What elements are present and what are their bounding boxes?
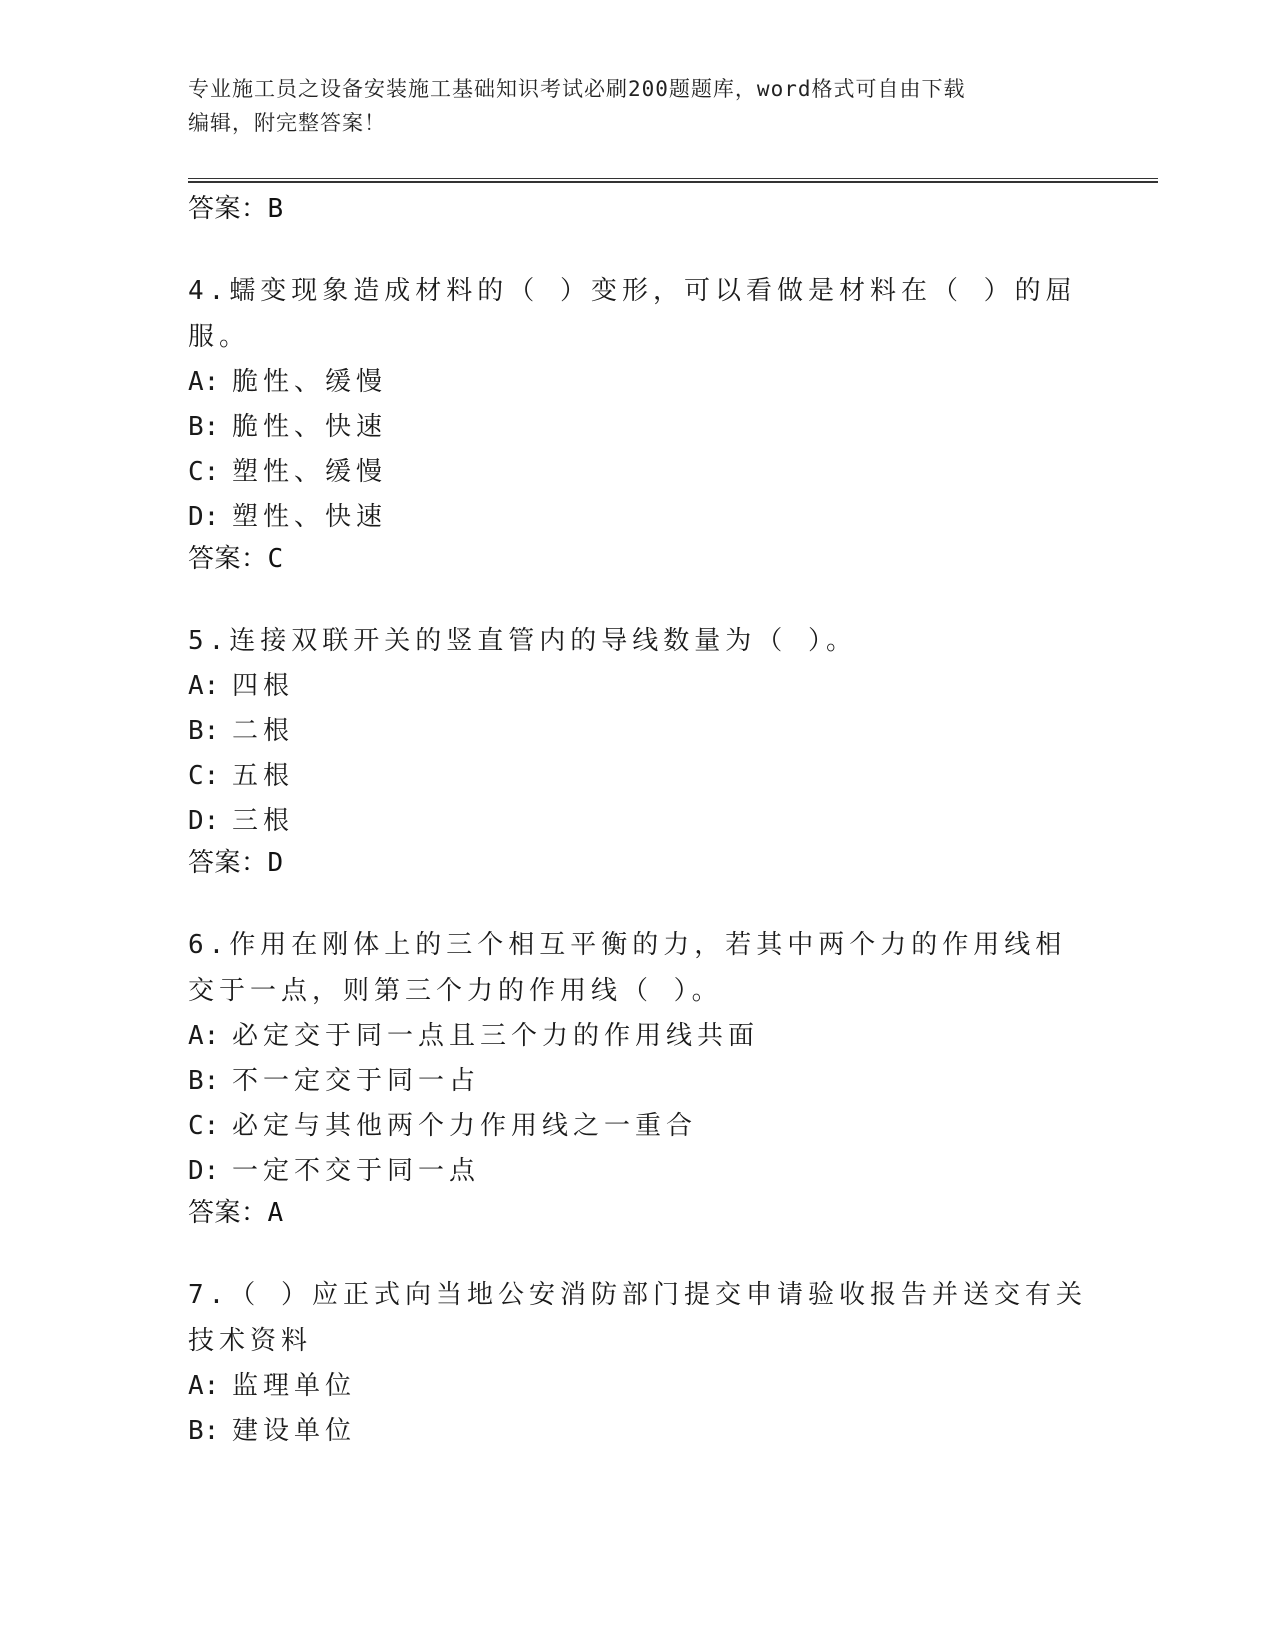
question-stem: 7.（ ）应正式向当地公安消防部门提交申请验收报告并送交有关技术资料	[188, 1280, 1087, 1356]
option-letter: D:	[188, 1156, 220, 1186]
option-c	[188, 450, 1088, 495]
option-letter: D:	[188, 806, 220, 836]
question-6	[188, 922, 1088, 1230]
answer-label: 答案：A	[188, 1198, 284, 1228]
option-a	[188, 360, 1088, 405]
option-a	[188, 1364, 1088, 1409]
question-7	[188, 1272, 1088, 1454]
option-text: 监理单位	[232, 1371, 357, 1401]
question-5	[188, 618, 1088, 880]
option-letter: B:	[188, 716, 220, 746]
document-header	[188, 72, 1088, 140]
option-letter: A:	[188, 671, 220, 701]
option-text: 建设单位	[232, 1416, 357, 1446]
option-text: 必定与其他两个力作用线之一重合	[232, 1111, 698, 1141]
option-text: 一定不交于同一点	[232, 1156, 481, 1186]
option-letter: B:	[188, 412, 220, 442]
option-c	[188, 754, 1088, 799]
option-text: 塑性、快速	[232, 502, 388, 532]
option-text: 必定交于同一点且三个力的作用线共面	[232, 1021, 760, 1051]
option-b	[188, 1059, 1088, 1104]
option-d	[188, 1149, 1088, 1194]
option-a	[188, 1014, 1088, 1059]
header-title-line-1: 专业施工员之设备安装施工基础知识考试必刷200题题库，word格式可自由下载	[188, 77, 966, 101]
question-stem: 5.连接双联开关的竖直管内的导线数量为（ ）。	[188, 626, 857, 656]
answer-label: 答案：C	[188, 544, 284, 574]
option-text: 四根	[232, 671, 295, 701]
option-c	[188, 1104, 1088, 1149]
option-b	[188, 405, 1088, 450]
header-divider	[188, 178, 1158, 183]
option-letter: D:	[188, 502, 220, 532]
answer-label: 答案：D	[188, 848, 284, 878]
option-b	[188, 709, 1088, 754]
option-text: 脆性、缓慢	[232, 367, 388, 397]
question-list	[188, 192, 1088, 1454]
option-letter: C:	[188, 457, 220, 487]
option-b	[188, 1409, 1088, 1454]
option-letter: B:	[188, 1066, 220, 1096]
option-text: 脆性、快速	[232, 412, 388, 442]
option-letter: C:	[188, 1111, 220, 1141]
option-text: 不一定交于同一占	[232, 1066, 481, 1096]
option-d	[188, 495, 1088, 540]
option-text: 二根	[232, 716, 295, 746]
option-text: 塑性、缓慢	[232, 457, 388, 487]
option-letter: A:	[188, 1371, 220, 1401]
option-letter: A:	[188, 367, 220, 397]
question-stem: 6.作用在刚体上的三个相互平衡的力，若其中两个力的作用线相交于一点，则第三个力的作用线（ ）。	[188, 930, 1067, 1006]
option-letter: B:	[188, 1416, 220, 1446]
question-4	[188, 268, 1088, 576]
option-text: 五根	[232, 761, 295, 791]
question-stem: 4.蠕变现象造成材料的（ ）变形，可以看做是材料在（ ）的屈服。	[188, 276, 1077, 352]
option-d	[188, 799, 1088, 844]
option-a	[188, 664, 1088, 709]
option-text: 三根	[232, 806, 295, 836]
option-letter: A:	[188, 1021, 220, 1051]
previous-answer: 答案：B	[188, 194, 284, 224]
option-letter: C:	[188, 761, 220, 791]
header-title-line-2: 编辑，附完整答案！	[188, 111, 386, 135]
